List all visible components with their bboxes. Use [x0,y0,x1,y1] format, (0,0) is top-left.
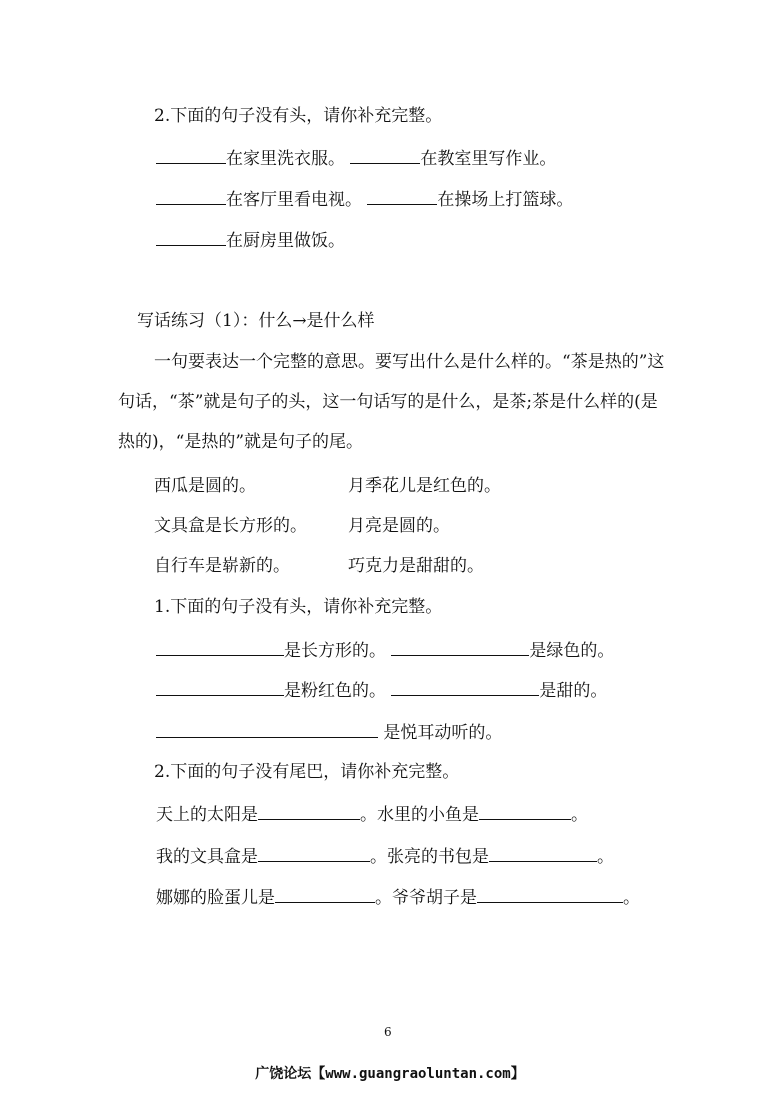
exercise-row [156,802,588,826]
answer-blank[interactable] [367,187,437,205]
answer-blank[interactable] [391,638,529,656]
period: 。 [597,847,614,867]
sentence-row [156,187,573,211]
answer-blank[interactable] [350,146,420,164]
sentence-text: 是长方形的。 [284,641,386,661]
sentence-text: 在操场上打篮球。 [437,190,574,210]
sentence-text: 张亮的书包是 [387,847,489,867]
exercise-row [156,885,640,909]
sentence-text: 娜娜的脸蛋儿是 [156,888,275,908]
period: 。 [571,805,588,825]
answer-blank[interactable] [156,678,284,696]
explanation-paragraph: 一句要表达一个完整的意思。要写出什么是什么样的。“茶是热的”这句话，“茶”就是句子的头，这一句话写的是什么，是茶;茶是什么样的(是热的)，“是热的”就是句子的尾。 [118,352,665,452]
answer-blank[interactable] [391,678,539,696]
writing-practice-title: 写话练习（1）：什么→是什么样 [137,311,375,331]
period: 。 [360,805,377,825]
answer-blank[interactable] [489,844,597,862]
exercise-row [156,844,614,868]
example-sentence: 月亮是圆的。 [348,516,450,536]
sentence-text: 在教室里写作业。 [420,149,557,169]
exercise-row [156,678,607,702]
sentence-text: 爷爷胡子是 [392,888,477,908]
example-row [154,555,484,577]
sentence-text: 是悦耳动听的。 [383,723,503,743]
sentence-text: 在客厅里看电视。 [226,190,362,210]
exercise-heading: 1.下面的句子没有头，请你补充完整。 [154,597,443,617]
sentence-text: 天上的太阳是 [156,805,258,825]
period: 。 [370,847,387,867]
example-row [154,475,501,497]
exercise-row [156,638,614,662]
sentence-text: 是甜的。 [539,681,608,701]
answer-blank[interactable] [275,885,375,903]
sentence-text: 水里的小鱼是 [377,805,479,825]
answer-blank[interactable] [156,187,226,205]
example-row [154,515,450,537]
example-sentence: 巧克力是甜甜的。 [348,556,484,576]
example-sentence: 文具盒是长方形的。 [154,516,307,536]
answer-blank[interactable] [156,720,378,738]
period: 。 [623,888,640,908]
sentence-row [156,146,556,170]
example-sentence: 自行车是崭新的。 [154,556,290,576]
exercise-heading: 2.下面的句子没有尾巴，请你补充完整。 [154,762,460,782]
exercise-row [156,720,502,744]
sentence-text: 在家里洗衣服。 [226,149,345,169]
page-number: 6 [384,1025,392,1039]
answer-blank[interactable] [258,844,370,862]
sentence-text: 在厨房里做饭。 [226,231,345,251]
sentence-text: 是粉红色的。 [284,681,386,701]
sentence-text: 我的文具盒是 [156,847,258,867]
answer-blank[interactable] [258,802,360,820]
example-sentence: 西瓜是圆的。 [154,476,256,496]
sentence-text: 是绿色的。 [529,641,615,661]
sentence-row [156,228,345,252]
answer-blank[interactable] [479,802,571,820]
answer-blank[interactable] [156,638,284,656]
answer-blank[interactable] [156,228,226,246]
footer-text: 广饶论坛【www.guangraoluntan.com】 [255,1066,525,1082]
period: 。 [375,888,392,908]
section-heading: 2.下面的句子没有头，请你补充完整。 [154,106,443,126]
answer-blank[interactable] [156,146,226,164]
example-sentence: 月季花儿是红色的。 [348,476,501,496]
answer-blank[interactable] [477,885,623,903]
